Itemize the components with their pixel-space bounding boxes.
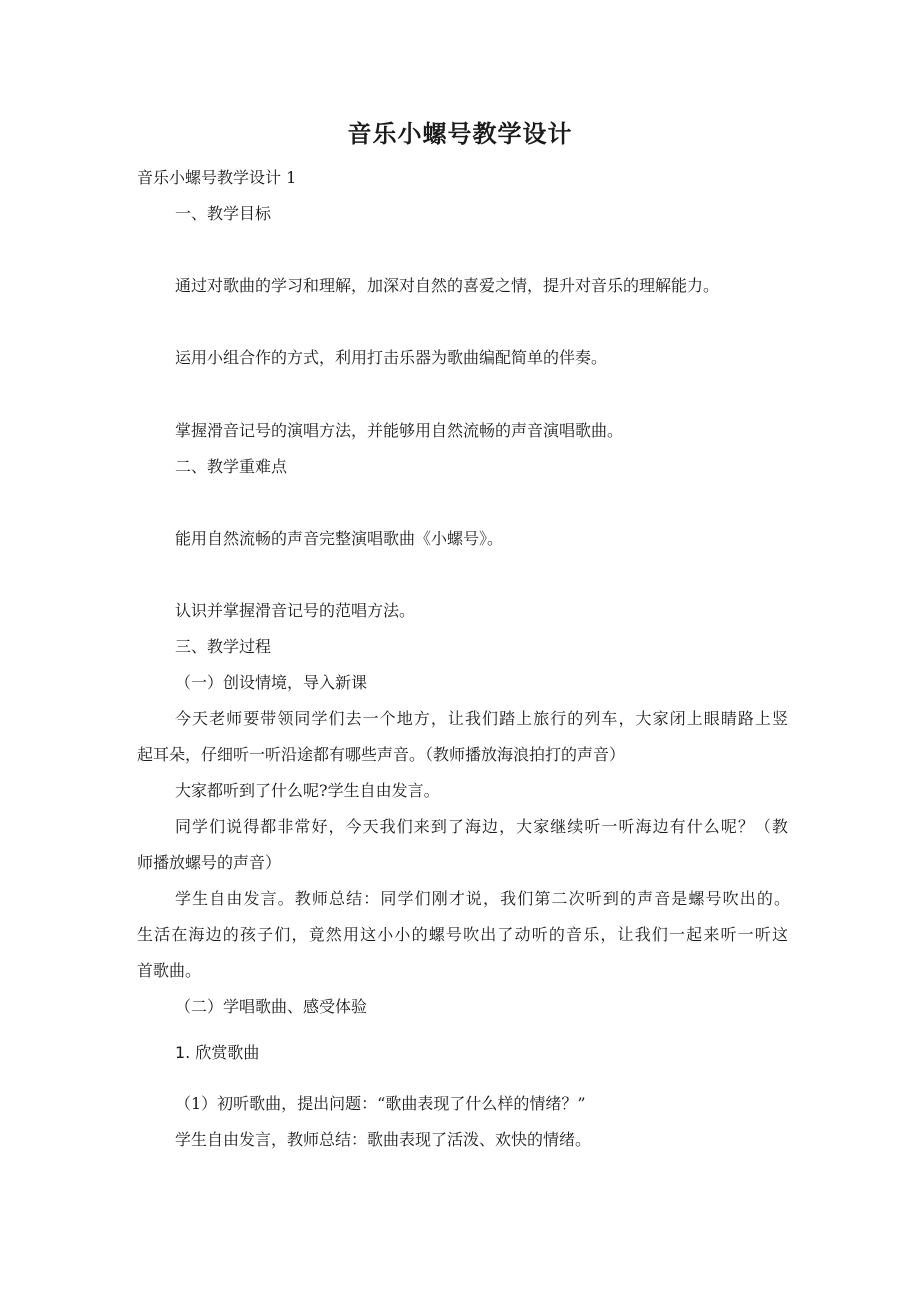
paragraph-line: 生活在海边的孩子们，竟然用这小小的螺号吹出了动听的音乐，让我们一起来听一听这: [137, 925, 788, 944]
paragraph-line: 师播放螺号的声音）: [137, 853, 282, 872]
document-title: 音乐小螺号教学设计: [347, 120, 573, 148]
paragraph: 掌握滑音记号的演唱方法，并能够用自然流畅的声音演唱歌曲。: [175, 421, 624, 440]
subheading: （一）创设情境，导入新课: [175, 673, 368, 692]
paragraph: 通过对歌曲的学习和理解，加深对自然的喜爱之情，提升对音乐的理解能力。: [175, 276, 720, 295]
heading-process: 三、教学过程: [175, 637, 272, 656]
heading-objectives: 一、教学目标: [175, 204, 272, 223]
paragraph-line: 首歌曲。: [137, 961, 202, 980]
subheading: （二）学唱歌曲、感受体验: [175, 997, 368, 1016]
numbered-heading: 1. 欣赏歌曲: [175, 1043, 260, 1062]
paragraph-line: 今天老师要带领同学们去一个地方，让我们踏上旅行的列车，大家闭上眼睛路上竖: [175, 709, 788, 728]
section-heading: 音乐小螺号教学设计 1: [137, 168, 297, 187]
paragraph: 运用小组合作的方式，利用打击乐器为歌曲编配简单的伴奏。: [175, 348, 608, 367]
paragraph: 大家都听到了什么呢?学生自由发言。: [175, 781, 440, 800]
heading-key-points: 二、教学重难点: [175, 457, 288, 476]
paragraph-line: 同学们说得都非常好，今天我们来到了海边，大家继续听一听海边有什么呢？（教: [175, 817, 788, 836]
paragraph: 能用自然流畅的声音完整演唱歌曲《小螺号》。: [175, 529, 504, 548]
paragraph: 认识并掌握滑音记号的范唱方法。: [175, 601, 416, 620]
paragraph: （1）初听歌曲，提出问题：“歌曲表现了什么样的情绪？”: [175, 1094, 586, 1113]
paragraph: 学生自由发言，教师总结：歌曲表现了活泼、欢快的情绪。: [175, 1130, 592, 1149]
paragraph-line: 起耳朵，仔细听一听沿途都有哪些声音。（教师播放海浪拍打的声音）: [137, 745, 626, 764]
paragraph-line: 学生自由发言。教师总结：同学们刚才说，我们第二次听到的声音是螺号吹出的。: [175, 889, 790, 908]
